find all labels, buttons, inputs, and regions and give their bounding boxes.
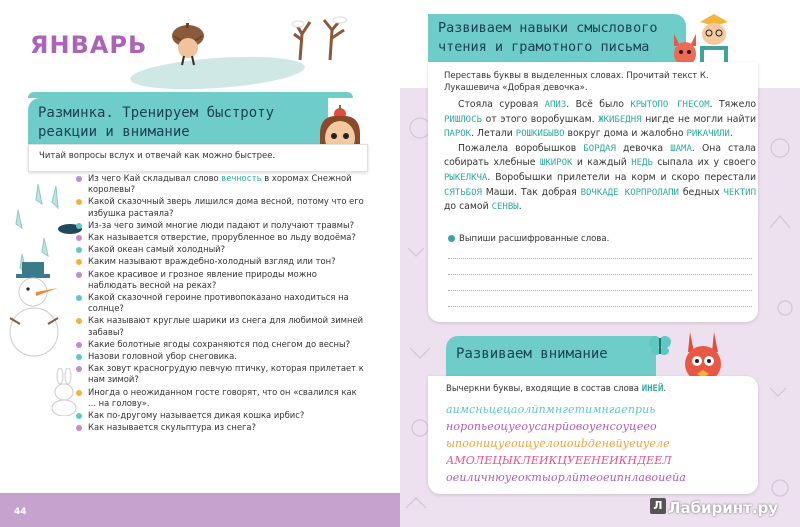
answer-line-2[interactable] [448,274,752,275]
story-text-segment: Пожалела воробышков [458,142,584,154]
question-item [76,292,366,314]
story-text-segment: . Она стала собирать хлебные [444,142,756,169]
teal-bullet-icon [448,235,455,242]
question-text: Какой сказочный зверь лишился дома весной, потому что его избушка растаяла? [88,196,364,218]
scrambled-word: НЕДЬ [631,158,653,169]
question-text: Из чего Кай складывал слово [88,173,222,183]
story-text-segment: бедных [678,186,724,198]
question-item [76,339,366,350]
letter-row[interactable]: оеиличнюуеоктыорлйтеоеипнлавоиейа [446,471,686,484]
bullet-dot-icon [76,259,82,265]
write-task [448,234,609,244]
bullet-dot-icon [76,247,82,253]
reading-task: Переставь буквы в выделенных словах. Прочитай текст К. Лукашевича «Добрая девочка». [444,71,709,93]
story-text-segment: нигде не могли найти [641,113,756,125]
question-item [76,269,366,291]
question-item [76,363,366,385]
question-text: Как называется скульптура из снега? [88,422,256,433]
scrambled-word: РЫКЕЛКЧА [444,172,488,183]
scrambled-word: СЕНВЫ [491,202,519,213]
question-item [76,232,366,243]
bullet-dot-icon [76,272,82,278]
section-header-warmup [28,98,328,150]
story-text-segment: вокруг дома и жалобно [564,128,687,140]
question-text: Как называется отверстие, прорубленное во льду водоёма? [88,232,356,243]
question-item [76,387,366,409]
section-title-line2: реакции и внимание [38,124,190,140]
question-item [76,422,366,433]
scrambled-word: КРЫТОПО ГНЕСОМ [630,100,710,110]
question-list [76,173,366,434]
question-text: Иногда о неожиданном госте говорят, что он «свалился как ... на голову». [88,386,357,408]
question-text: Как зовут красногрудую певчую птичку, которая прилетает к нам зимой? [88,363,364,385]
answer-line-4[interactable] [448,306,752,307]
attention-title: Развиваем внимание [456,346,608,362]
story-text-segment: и каждый [572,157,632,169]
scrambled-word: РИКАЧИЛИ [686,129,730,140]
question-text: Какое красивое и грозное явление природы можно наблюдать весной на реках? [88,268,317,290]
bullet-dot-icon [76,390,82,396]
instruction-text: Читай вопросы вслух и отвечай как можно быстрее. [39,151,276,161]
story-paragraph-1 [444,98,756,142]
story-text-segment: до самой [444,201,492,213]
left-bottom-band [0,493,400,527]
instruction-box [28,144,368,172]
attention-target-word: ИНЕЙ [641,384,664,394]
question-item [76,244,366,255]
attention-task-pre: Вычеркни буквы, входящие в состав слова [446,384,642,394]
ice-pond-illustration [129,52,306,94]
reading-title-line1: Развиваем навыки смыслового [438,20,658,36]
story-text-segment: . Летали [471,128,516,140]
story-text [444,98,756,215]
section-title-line1: Разминка. Тренируем быстроту [38,105,275,121]
section-header-reading [428,14,686,62]
snowman-icon [6,262,66,367]
bullet-dot-icon [76,318,82,324]
question-item [76,173,366,195]
scrambled-word: ШКИРОК [539,158,573,169]
story-text-segment: . [518,201,522,213]
question-item [76,351,366,362]
story-text-segment: от этого воробушкам. [481,113,599,125]
question-text: Какой сказочной героине противопоказано находиться на солнце? [88,292,349,314]
watermark-logo-icon: Л [650,498,666,514]
story-paragraph-2 [444,142,756,215]
bullet-dot-icon [76,295,82,301]
question-text: Какой океан самый холодный? [88,244,226,255]
question-text: Назови головной убор снеговика. [88,351,237,362]
attention-task-post: . [663,384,667,394]
story-text-segment: Стояла суровая [458,99,545,110]
question-text: Какие болотные ягоды сохраняются под снегом до весны? [88,338,351,349]
acorn-character-icon [170,22,206,66]
write-task-text: Выпиши расшифрованные слова. [459,234,610,244]
attention-task [446,384,666,394]
question-item [76,220,366,231]
story-text-segment: Маши. Так добрая [481,186,581,198]
story-text-segment: . Тяжело [709,99,757,110]
answer-line-3[interactable] [448,290,752,291]
story-text-segment: сыпала их у своего [652,157,757,169]
scrambled-word: ПАРОК [444,129,472,140]
letter-row[interactable]: норопьеоцуеоусанрйовоуенсоуцеео [446,420,657,433]
scrambled-word: ЧЕКТИП [723,187,756,198]
section-header-attention [446,336,656,378]
story-text-segment: . Всё было [566,99,631,110]
bullet-dot-icon [76,199,82,205]
bullet-dot-icon [76,366,82,372]
bullet-dot-icon [76,354,82,360]
question-text-tail: в хоромах Снежной королевы? [88,173,352,195]
question-text: Каким называют враждебно-холодный взгляд или тон? [88,256,336,267]
bullet-dot-icon [76,425,82,431]
page-number: 44 [14,507,27,517]
reading-title-line2: чтения и грамотного письма [438,39,650,55]
letter-row[interactable]: аимсньцецаолйпмнгетимнгаеприь [446,403,656,416]
scrambled-word: РОШКИБЫВО [515,129,565,140]
bullet-dot-icon [76,223,82,229]
scrambled-word: СЯТЬБОЯ [444,187,482,198]
scrambled-word: ВОЧКАДЕ КОРПРОЛАПИ [580,187,679,198]
scrambled-word: ШАМА [670,143,692,154]
story-text-segment: девочка [615,142,671,154]
question-text: Из-за чего зимой многие люди падают и получают травмы? [88,219,355,230]
watermark-text: Лабиринт.ру [668,499,779,517]
question-item [76,410,366,421]
bullet-dot-icon [76,342,82,348]
story-text-segment: . [729,128,733,140]
letter-row[interactable]: ыпооницуеоицуелоиoubденвйуеиуеле [446,437,670,450]
letter-row[interactable]: АМОЛЕЦЫКЛЕИКЦУЕЕНЕИКНДЕЕЛ [446,454,672,467]
bullet-dot-icon [76,413,82,419]
scrambled-word: ЖКИБЕДНЯ [598,114,642,125]
answer-line-1[interactable] [448,258,752,259]
letter-rows [446,401,750,486]
winter-trees-icon [290,16,360,61]
scrambled-word: АПИЗ [544,100,567,110]
question-item [76,315,366,337]
question-item [76,196,366,218]
scrambled-word: РИШЛОСЬ [444,114,482,125]
month-title: ЯНВАРЬ [30,31,148,59]
question-item [76,256,366,267]
highlighted-word: вечность [221,173,262,183]
story-text-segment: . Воробышки прилетели на корм и скоро перестали [487,171,756,183]
scrambled-word: БОРДАЯ [583,143,616,154]
bullet-dot-icon [76,176,82,182]
question-text: Как по-другому называется дикая кошка ирбис? [88,410,305,421]
bullet-dot-icon [76,235,82,241]
question-text: Как называют круглые шарики из снега для любимой зимней забавы? [88,315,364,337]
butterfly-icon [648,334,672,356]
